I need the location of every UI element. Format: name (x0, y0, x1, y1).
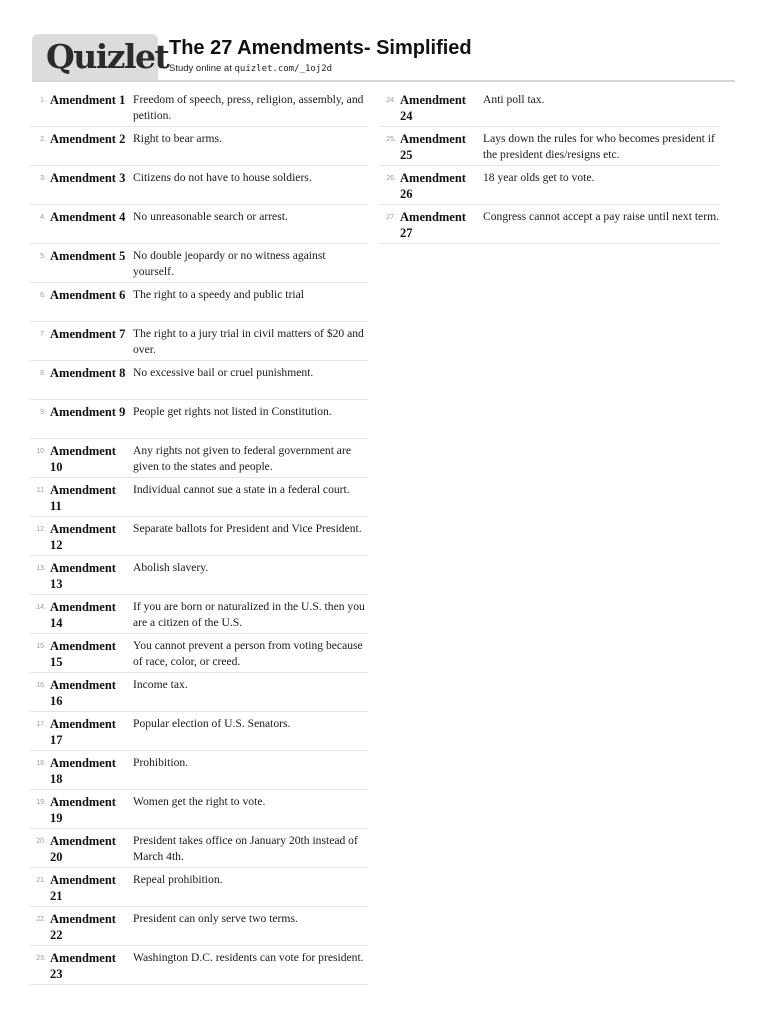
card-number: 14. (36, 604, 46, 611)
card-row (30, 401, 368, 439)
card-term: Amendment 6 (50, 288, 126, 302)
card-row (30, 167, 368, 205)
card-definition: No double jeopardy or no witness against yourself. (133, 249, 326, 278)
card-definition: If you are born or naturalized in the U.S. then you are a citizen of the U.S. (133, 600, 365, 629)
logo-text: Quizlet (46, 37, 169, 76)
card-definition: Citizens do not have to house soldiers. (133, 171, 312, 184)
card-row (30, 830, 368, 868)
card-term: Amendment 4 (50, 210, 126, 224)
card-term: Amendment 25 (400, 132, 466, 162)
card-definition: Right to bear arms. (133, 132, 222, 145)
card-definition: Income tax. (133, 678, 188, 691)
card-list-right (380, 89, 719, 245)
card-row (30, 440, 368, 478)
card-number: 1. (40, 97, 46, 104)
card-number: 7. (40, 331, 46, 338)
card-row (30, 908, 368, 946)
card-definition: President can only serve two terms. (133, 912, 298, 925)
card-definition: Abolish slavery. (133, 561, 209, 574)
card-definition: People get rights not listed in Constitution. (133, 405, 332, 418)
card-row (380, 89, 719, 127)
page-header (32, 32, 735, 82)
card-term: Amendment 9 (50, 405, 126, 419)
card-number: 6. (40, 292, 46, 299)
card-row (30, 713, 368, 751)
card-list-left (30, 89, 368, 986)
card-term: Amendment 26 (400, 171, 466, 201)
card-row (30, 596, 368, 634)
card-number: 5. (40, 253, 46, 260)
card-number: 15. (36, 643, 46, 650)
card-term: Amendment 11 (50, 483, 116, 513)
card-number: 20. (36, 838, 46, 845)
card-number: 4. (40, 214, 46, 221)
card-row (30, 752, 368, 790)
card-number: 10. (36, 448, 46, 455)
card-term: Amendment 21 (50, 873, 116, 903)
card-definition: Prohibition. (133, 756, 189, 769)
card-number: 2. (40, 136, 46, 143)
card-term: Amendment 5 (50, 249, 126, 263)
card-definition: Separate ballots for President and Vice President. (133, 522, 362, 535)
card-definition: No unreasonable search or arrest. (133, 210, 288, 223)
card-definition: President takes office on January 20th instead of March 4th. (133, 834, 358, 863)
card-definition: Women get the right to vote. (133, 795, 266, 808)
card-definition: Freedom of speech, press, religion, assembly, and petition. (133, 93, 364, 122)
card-term: Amendment 13 (50, 561, 116, 591)
card-number: 12. (36, 526, 46, 533)
card-number: 9. (40, 409, 46, 416)
card-definition: Individual cannot sue a state in a federal court. (133, 483, 350, 496)
card-row (30, 947, 368, 985)
page-title: The 27 Amendments- Simplified (169, 37, 472, 59)
card-definition: The right to a speedy and public trial (133, 288, 304, 301)
card-definition: You cannot prevent a person from voting because of race, color, or creed. (133, 639, 363, 668)
card-row (30, 89, 368, 127)
card-number: 27. (386, 214, 396, 221)
card-number: 26. (386, 175, 396, 182)
card-number: 11. (36, 487, 46, 494)
card-term: Amendment 3 (50, 171, 126, 185)
card-row (30, 518, 368, 556)
card-term: Amendment 27 (400, 210, 466, 240)
card-definition: The right to a jury trial in civil matters of $20 and over. (133, 327, 364, 356)
card-row (30, 791, 368, 829)
card-row (30, 206, 368, 244)
card-term: Amendment 16 (50, 678, 116, 708)
card-number: 23. (36, 955, 46, 962)
card-row (30, 635, 368, 673)
card-number: 16. (36, 682, 46, 689)
card-term: Amendment 14 (50, 600, 116, 630)
card-definition: Congress cannot accept a pay raise until next term. (483, 210, 719, 223)
card-term: Amendment 19 (50, 795, 116, 825)
card-definition: Washington D.C. residents can vote for president. (133, 951, 364, 964)
card-definition: 18 year olds get to vote. (483, 171, 595, 184)
card-row (30, 557, 368, 595)
card-row (30, 245, 368, 283)
card-row (30, 869, 368, 907)
card-definition: Lays down the rules for who becomes president if the president dies/resigns etc. (483, 132, 715, 161)
card-number: 18. (36, 760, 46, 767)
card-term: Amendment 22 (50, 912, 116, 942)
study-prefix: Study online at (169, 63, 235, 74)
study-online-line (169, 63, 332, 75)
card-number: 3. (40, 175, 46, 182)
card-number: 19. (36, 799, 46, 806)
card-term: Amendment 18 (50, 756, 116, 786)
card-term: Amendment 1 (50, 93, 126, 107)
card-row (30, 674, 368, 712)
card-number: 17. (36, 721, 46, 728)
card-number: 24. (386, 97, 396, 104)
card-row (380, 167, 719, 205)
card-definition: No excessive bail or cruel punishment. (133, 366, 314, 379)
card-number: 25. (386, 136, 396, 143)
card-number: 22. (36, 916, 46, 923)
card-term: Amendment 24 (400, 93, 466, 123)
card-row (30, 479, 368, 517)
card-definition: Anti poll tax. (483, 93, 545, 106)
card-row (380, 128, 719, 166)
card-term: Amendment 10 (50, 444, 116, 474)
card-row (30, 323, 368, 361)
card-term: Amendment 17 (50, 717, 116, 747)
card-term: Amendment 15 (50, 639, 116, 669)
card-number: 21. (36, 877, 46, 884)
card-term: Amendment 8 (50, 366, 126, 380)
card-row (30, 284, 368, 322)
card-definition: Repeal prohibition. (133, 873, 223, 886)
card-term: Amendment 2 (50, 132, 126, 146)
card-term: Amendment 20 (50, 834, 116, 864)
card-row (380, 206, 719, 244)
card-definition: Popular election of U.S. Senators. (133, 717, 291, 730)
card-term: Amendment 23 (50, 951, 116, 981)
card-term: Amendment 7 (50, 327, 126, 341)
study-url-link[interactable]: quizlet.com/_1oj2d (234, 64, 333, 74)
card-number: 13. (36, 565, 46, 572)
card-number: 8. (40, 370, 46, 377)
card-row (30, 128, 368, 166)
card-row (30, 362, 368, 400)
card-definition: Any rights not given to federal government are given to the states and people. (133, 444, 351, 473)
card-term: Amendment 12 (50, 522, 116, 552)
quizlet-logo[interactable] (32, 34, 169, 80)
